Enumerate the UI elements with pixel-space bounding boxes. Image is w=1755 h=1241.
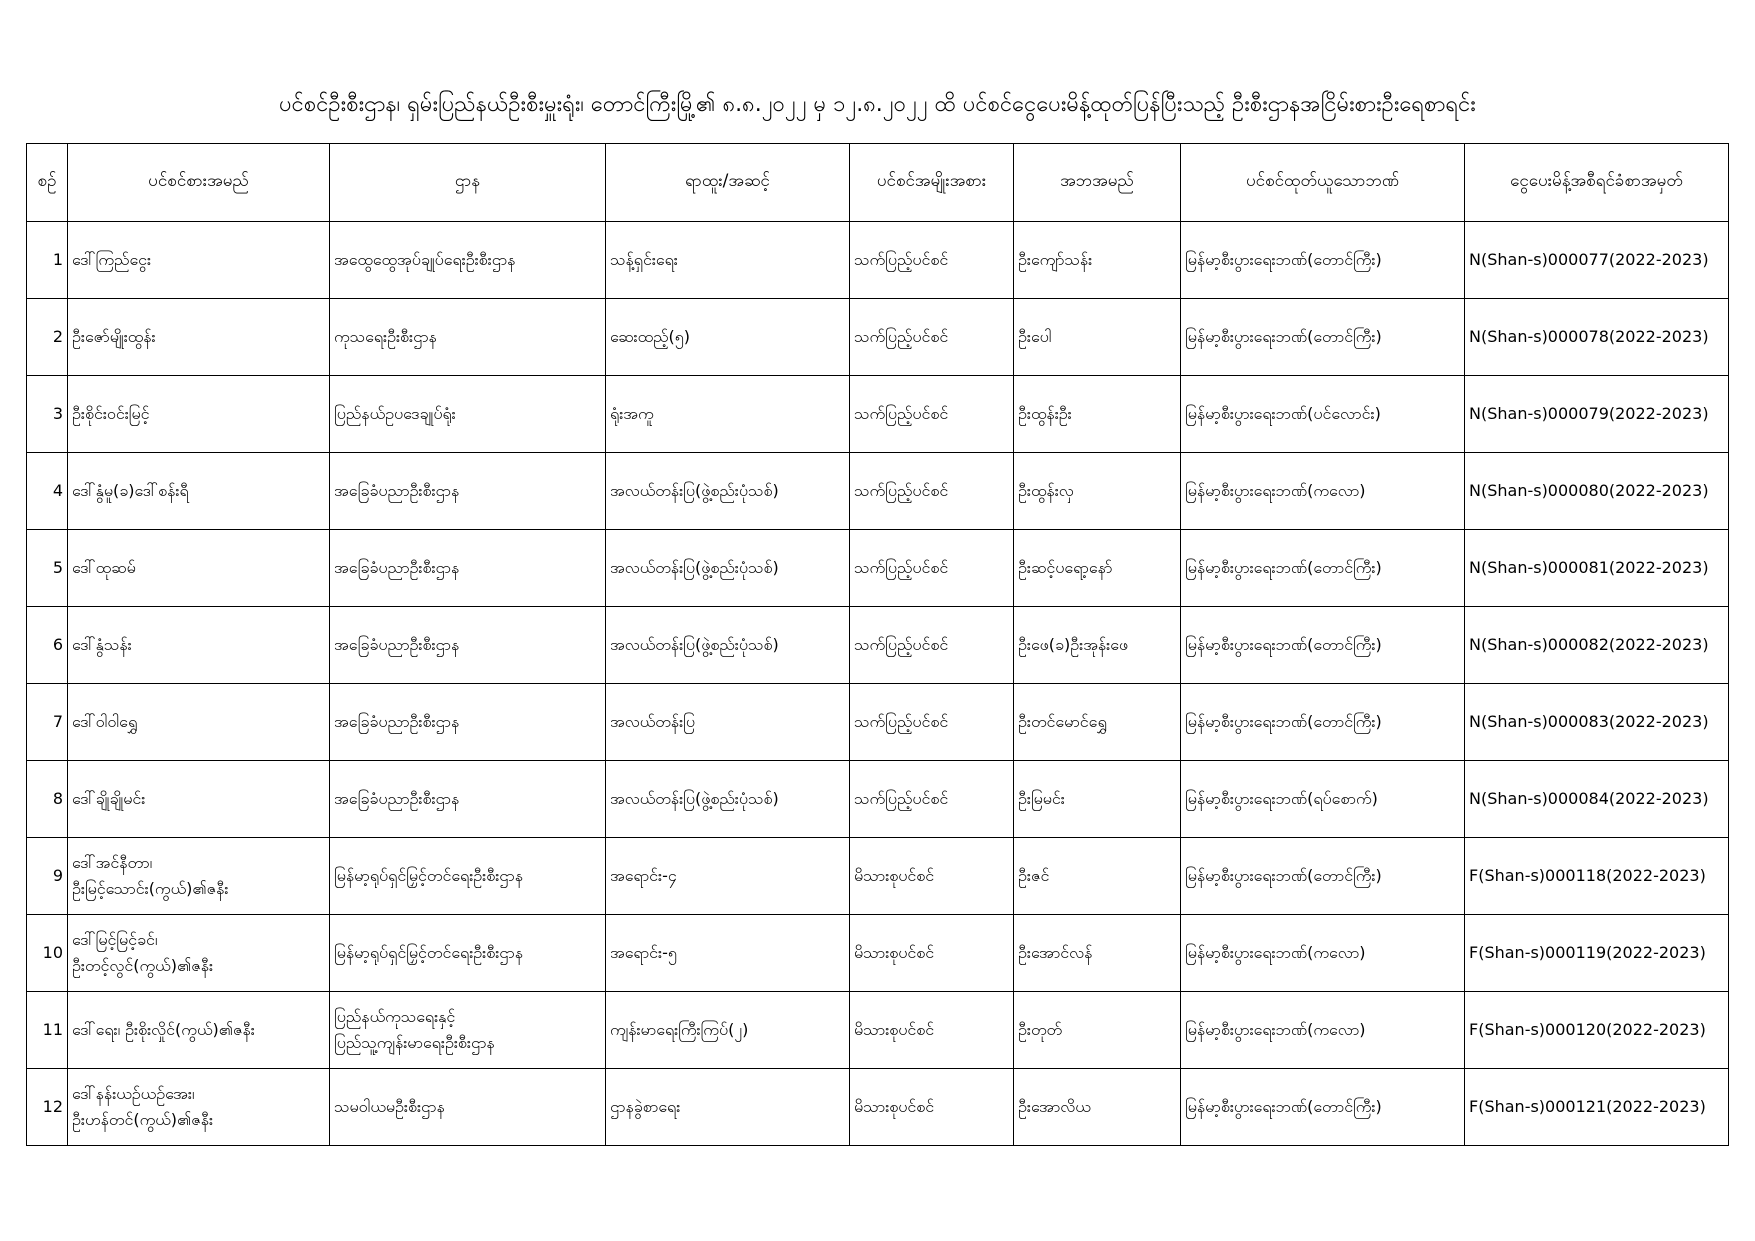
cell-licence-no: N(Shan-s)000081(2022-2023)	[1465, 530, 1729, 607]
cell-bank: မြန်မာ့စီးပွားရေးဘဏ်(တောင်ကြီး)	[1181, 222, 1465, 299]
cell-pensioner-name	[68, 222, 330, 299]
cell-pensioner-name	[68, 992, 330, 1069]
cell-licence-no: N(Shan-s)000082(2022-2023)	[1465, 607, 1729, 684]
cell-father-name: ဦးဇင်	[1014, 838, 1181, 915]
cell-rank: အရောင်း-၅	[606, 915, 850, 992]
cell-serial-no: 7	[27, 684, 68, 761]
cell-licence-no: F(Shan-s)000119(2022-2023)	[1465, 915, 1729, 992]
cell-father-name: ဦးအောင်လန်	[1014, 915, 1181, 992]
cell-department-line: အခြေခံပညာဦးစီးဌာန	[334, 558, 460, 577]
cell-rank: သန့်ရှင်းရေး	[606, 222, 850, 299]
table-row	[27, 915, 1729, 992]
cell-department-line: အခြေခံပညာဦးစီးဌာန	[334, 712, 460, 731]
cell-bank: မြန်မာ့စီးပွားရေးဘဏ်(ကလော)	[1181, 453, 1465, 530]
cell-department-line: အထွေထွေအုပ်ချုပ်ရေးဦးစီးဌာန	[334, 250, 516, 269]
header-department: ဌာန	[330, 144, 606, 222]
cell-licence-no: N(Shan-s)000080(2022-2023)	[1465, 453, 1729, 530]
cell-department	[330, 222, 606, 299]
cell-bank: မြန်မာ့စီးပွားရေးဘဏ်(ရပ်စောက်)	[1181, 761, 1465, 838]
cell-department	[330, 992, 606, 1069]
cell-pension-type: သက်ပြည့်ပင်စင်	[850, 299, 1014, 376]
cell-serial-no: 10	[27, 915, 68, 992]
cell-serial-no: 6	[27, 607, 68, 684]
cell-rank: ဌာနခွဲစာရေး	[606, 1069, 850, 1146]
cell-pensioner-name	[68, 838, 330, 915]
cell-serial-no: 3	[27, 376, 68, 453]
cell-pensioner-name	[68, 1069, 330, 1146]
cell-pensioner-name	[68, 299, 330, 376]
cell-serial-no: 5	[27, 530, 68, 607]
cell-pensioner-name-line: ဒေါ်ကြည်ငွေး	[72, 250, 152, 269]
cell-licence-no: N(Shan-s)000079(2022-2023)	[1465, 376, 1729, 453]
cell-department-line: ပြည်နယ်ဥပဒေချုပ်ရုံး	[334, 404, 456, 423]
cell-serial-no: 11	[27, 992, 68, 1069]
cell-pensioner-name	[68, 684, 330, 761]
cell-department	[330, 453, 606, 530]
cell-licence-no: F(Shan-s)000120(2022-2023)	[1465, 992, 1729, 1069]
header-serial-no: စဉ်	[27, 144, 68, 222]
table-row	[27, 530, 1729, 607]
cell-rank: ဆေးထည့်(၅)	[606, 299, 850, 376]
cell-department-line: ပြည်နယ်ကုသရေးနှင့်	[334, 1007, 456, 1026]
cell-pensioner-name-line: ဒေါ်နွံမူ(ခ)ဒေါ်စန်းရီ	[72, 481, 189, 500]
table-row	[27, 1069, 1729, 1146]
cell-pensioner-name-line: ဦးဇော်မျိုးထွန်း	[72, 327, 156, 346]
header-rank: ရာထူး/အဆင့်	[606, 144, 850, 222]
header-pensioner-name: ပင်စင်စားအမည်	[68, 144, 330, 222]
cell-pensioner-name	[68, 453, 330, 530]
cell-department-line: သမဝါယမဦးစီးဌာန	[334, 1097, 445, 1116]
cell-pensioner-name-line: ဒေါ်ဝါဝါရွှေ	[72, 712, 138, 731]
cell-pensioner-name-line: ဒေါ်ချိုချိုမင်း	[72, 789, 146, 808]
cell-serial-no: 8	[27, 761, 68, 838]
header-licence-no: ငွေပေးမိန့်အစီရင်ခံစာအမှတ်	[1465, 144, 1729, 222]
cell-pensioner-name	[68, 376, 330, 453]
cell-rank: အလယ်တန်းပြ(ဖွဲ့စည်းပုံသစ်)	[606, 607, 850, 684]
cell-pensioner-name	[68, 607, 330, 684]
cell-father-name: ဦးမြမင်း	[1014, 761, 1181, 838]
cell-department-line: မြန်မာ့ရုပ်ရှင်မြှင့်တင်ရေးဦးစီးဌာန	[334, 866, 524, 885]
cell-serial-no: 1	[27, 222, 68, 299]
cell-pensioner-name-line: ဒေါ်နွံသန်း	[72, 635, 132, 654]
cell-department-line: မြန်မာ့ရုပ်ရှင်မြှင့်တင်ရေးဦးစီးဌာန	[334, 943, 524, 962]
cell-department	[330, 299, 606, 376]
cell-pension-type: မိသားစုပင်စင်	[850, 1069, 1014, 1146]
cell-pension-type: မိသားစုပင်စင်	[850, 838, 1014, 915]
cell-pensioner-name-line: ဒေါ်ထုဆမ်	[72, 558, 136, 577]
cell-rank: ကျန်းမာရေးကြီးကြပ်(၂)	[606, 992, 850, 1069]
cell-bank: မြန်မာ့စီးပွားရေးဘဏ်(ပင်လောင်း)	[1181, 376, 1465, 453]
cell-bank: မြန်မာ့စီးပွားရေးဘဏ်(တောင်ကြီး)	[1181, 684, 1465, 761]
cell-pensioner-name-line: ဦးမြင့်သောင်း(ကွယ်)၏ဇနီး	[72, 879, 229, 898]
cell-licence-no: F(Shan-s)000121(2022-2023)	[1465, 1069, 1729, 1146]
cell-rank: အလယ်တန်းပြ(ဖွဲ့စည်းပုံသစ်)	[606, 761, 850, 838]
cell-licence-no: F(Shan-s)000118(2022-2023)	[1465, 838, 1729, 915]
cell-pensioner-name-line: ဒေါ်အင်နီတာ၊	[72, 853, 153, 872]
cell-pension-type: သက်ပြည့်ပင်စင်	[850, 761, 1014, 838]
table-row	[27, 376, 1729, 453]
table-row	[27, 761, 1729, 838]
table-row	[27, 607, 1729, 684]
cell-bank: မြန်မာ့စီးပွားရေးဘဏ်(တောင်ကြီး)	[1181, 838, 1465, 915]
cell-bank: မြန်မာ့စီးပွားရေးဘဏ်(ကလော)	[1181, 915, 1465, 992]
cell-serial-no: 9	[27, 838, 68, 915]
cell-department-line: အခြေခံပညာဦးစီးဌာန	[334, 789, 460, 808]
table-body	[27, 222, 1729, 1146]
cell-department	[330, 838, 606, 915]
cell-department	[330, 684, 606, 761]
table-row	[27, 838, 1729, 915]
cell-pensioner-name-line: ဦးတင့်လွင်(ကွယ်)၏ဇနီး	[72, 956, 214, 975]
cell-rank: ရုံးအကူ	[606, 376, 850, 453]
cell-bank: မြန်မာ့စီးပွားရေးဘဏ်(တောင်ကြီး)	[1181, 607, 1465, 684]
pension-table	[26, 143, 1729, 1146]
cell-department	[330, 761, 606, 838]
cell-rank: အလယ်တန်းပြ(ဖွဲ့စည်းပုံသစ်)	[606, 453, 850, 530]
cell-serial-no: 4	[27, 453, 68, 530]
cell-department	[330, 530, 606, 607]
cell-father-name: ဦးဆင့်ပရော့နော်	[1014, 530, 1181, 607]
cell-bank: မြန်မာ့စီးပွားရေးဘဏ်(တောင်ကြီး)	[1181, 530, 1465, 607]
cell-bank: မြန်မာ့စီးပွားရေးဘဏ်(တောင်ကြီး)	[1181, 299, 1465, 376]
cell-department	[330, 607, 606, 684]
cell-bank: မြန်မာ့စီးပွားရေးဘဏ်(ကလော)	[1181, 992, 1465, 1069]
cell-department	[330, 376, 606, 453]
cell-father-name: ဦးထွန်းလှ	[1014, 453, 1181, 530]
cell-licence-no: N(Shan-s)000078(2022-2023)	[1465, 299, 1729, 376]
cell-pensioner-name-line: ဒေါ်မြင့်မြင့်ခင်၊	[72, 930, 158, 949]
table-row	[27, 992, 1729, 1069]
header-bank: ပင်စင်ထုတ်ယူသောဘဏ်	[1181, 144, 1465, 222]
cell-father-name: ဦးတုတ်	[1014, 992, 1181, 1069]
cell-father-name: ဦးပေါ	[1014, 299, 1181, 376]
page-title: ပင်စင်ဦးစီးဌာန၊ ရှမ်းပြည်နယ်ဦးစီးမှူးရုံး၊ တောင်ကြီးမြို့၏ ၈.၈.၂၀၂၂ မှ ၁၂.၈.၂၀၂၂ ထိ ပင်စင်ငွေပေးမိန့်ထုတ်ပြန်ပြီးသည့် ဦးစီးဌာနအငြိမ်းစားဦးရေစာရင်း	[279, 92, 1476, 117]
cell-department-line: ပြည်သူ့ကျန်းမာရေးဦးစီးဌာန	[334, 1033, 495, 1052]
cell-pensioner-name-line: ဒေါ်ရေး၊ ဦးစိုးလှိုင်(ကွယ်)၏ဇနီး	[72, 1020, 255, 1039]
cell-father-name: ဦးတင်မောင်ရွှေ	[1014, 684, 1181, 761]
cell-father-name: ဦးကျော်သန်း	[1014, 222, 1181, 299]
cell-pension-type: သက်ပြည့်ပင်စင်	[850, 607, 1014, 684]
cell-department	[330, 1069, 606, 1146]
cell-pensioner-name-line: ဦးဟန်တင်(ကွယ်)၏ဇနီး	[72, 1110, 214, 1129]
cell-rank: အလယ်တန်းပြ	[606, 684, 850, 761]
table-row	[27, 453, 1729, 530]
cell-pensioner-name-line: ဦးစိုင်းဝင်းမြင့်	[72, 404, 150, 423]
cell-pensioner-name	[68, 915, 330, 992]
cell-father-name: ဦးအောလိယ	[1014, 1069, 1181, 1146]
cell-rank: အရောင်း-၄	[606, 838, 850, 915]
table-row	[27, 684, 1729, 761]
cell-department-line: အခြေခံပညာဦးစီးဌာန	[334, 481, 460, 500]
cell-bank: မြန်မာ့စီးပွားရေးဘဏ်(တောင်ကြီး)	[1181, 1069, 1465, 1146]
table-header-row	[27, 144, 1729, 222]
header-pension-type: ပင်စင်အမျိုးအစား	[850, 144, 1014, 222]
cell-pension-type: သက်ပြည့်ပင်စင်	[850, 684, 1014, 761]
cell-pensioner-name	[68, 530, 330, 607]
cell-serial-no: 12	[27, 1069, 68, 1146]
cell-pension-type: မိသားစုပင်စင်	[850, 915, 1014, 992]
cell-department-line: အခြေခံပညာဦးစီးဌာန	[334, 635, 460, 654]
cell-pensioner-name-line: ဒေါ်နန်းယဉ်ယဉ်အေး၊	[72, 1084, 195, 1103]
cell-department-line: ကုသရေးဦးစီးဌာန	[334, 327, 437, 346]
table-row	[27, 299, 1729, 376]
cell-rank: အလယ်တန်းပြ(ဖွဲ့စည်းပုံသစ်)	[606, 530, 850, 607]
cell-father-name: ဦးဖေ(ခ)ဦးအုန်းဖေ	[1014, 607, 1181, 684]
cell-pension-type: သက်ပြည့်ပင်စင်	[850, 376, 1014, 453]
cell-pension-type: သက်ပြည့်ပင်စင်	[850, 530, 1014, 607]
cell-pension-type: မိသားစုပင်စင်	[850, 992, 1014, 1069]
cell-licence-no: N(Shan-s)000077(2022-2023)	[1465, 222, 1729, 299]
cell-department	[330, 915, 606, 992]
cell-pension-type: သက်ပြည့်ပင်စင်	[850, 453, 1014, 530]
cell-licence-no: N(Shan-s)000083(2022-2023)	[1465, 684, 1729, 761]
cell-pensioner-name	[68, 761, 330, 838]
table-row	[27, 222, 1729, 299]
header-father-name: အဘအမည်	[1014, 144, 1181, 222]
cell-licence-no: N(Shan-s)000084(2022-2023)	[1465, 761, 1729, 838]
cell-father-name: ဦးထွန်းဦး	[1014, 376, 1181, 453]
cell-pension-type: သက်ပြည့်ပင်စင်	[850, 222, 1014, 299]
cell-serial-no: 2	[27, 299, 68, 376]
